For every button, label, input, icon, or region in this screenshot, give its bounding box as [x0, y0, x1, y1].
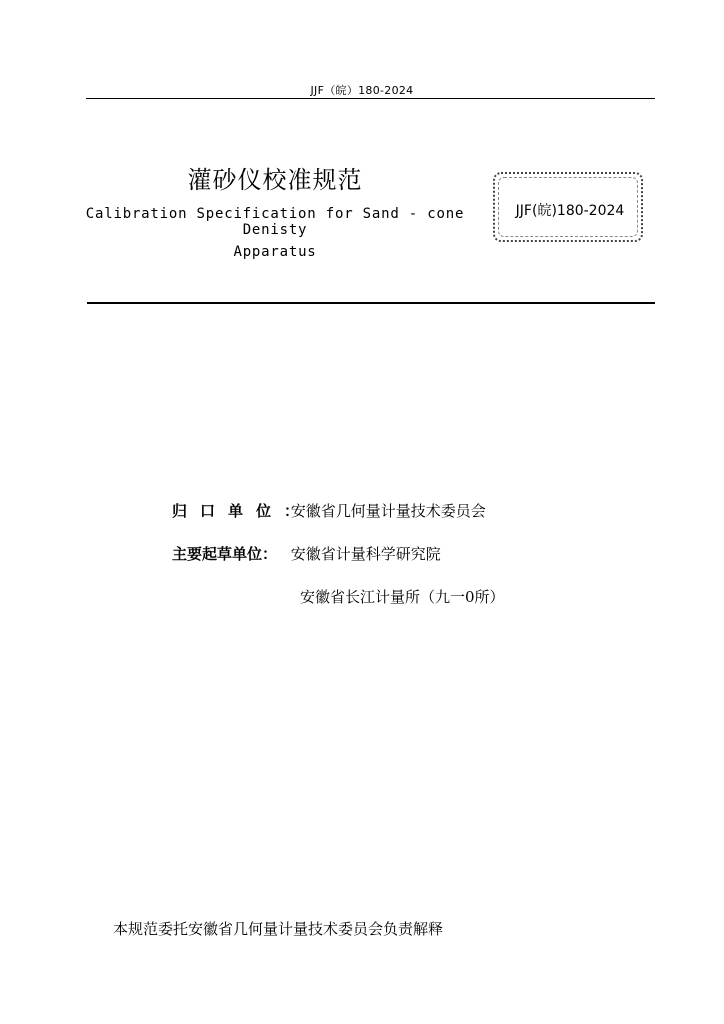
- title-divider: [87, 302, 655, 304]
- document-title-chinese: 灌砂仪校准规范: [187, 166, 363, 194]
- responsible-unit-row: [172, 500, 486, 521]
- responsible-unit-label: 归口单位：: [172, 502, 313, 520]
- running-header: JJF（皖）180-2024: [310, 84, 414, 97]
- specification-code: JJF(皖)180-2024: [515, 203, 625, 219]
- specification-code-box: [493, 172, 643, 242]
- responsible-unit-value: 安徽省几何量计量技术委员会: [290, 502, 486, 520]
- drafting-unit-label: 主要起草单位：: [172, 545, 278, 563]
- document-title-english-line1: Calibration Specification for Sand - cone Denisty: [85, 206, 465, 238]
- drafting-unit-value-2: 安徽省长江计量所（九一0所）: [300, 588, 505, 606]
- document-title-english-line2: Apparatus: [233, 244, 317, 260]
- drafting-unit-row-2: [300, 586, 505, 607]
- interpretation-note: 本规范委托安徽省几何量计量技术委员会负责解释: [113, 920, 444, 938]
- drafting-unit-row: [172, 543, 441, 564]
- drafting-unit-value-1: 安徽省计量科学研究院: [290, 545, 441, 563]
- header-divider: [86, 98, 655, 99]
